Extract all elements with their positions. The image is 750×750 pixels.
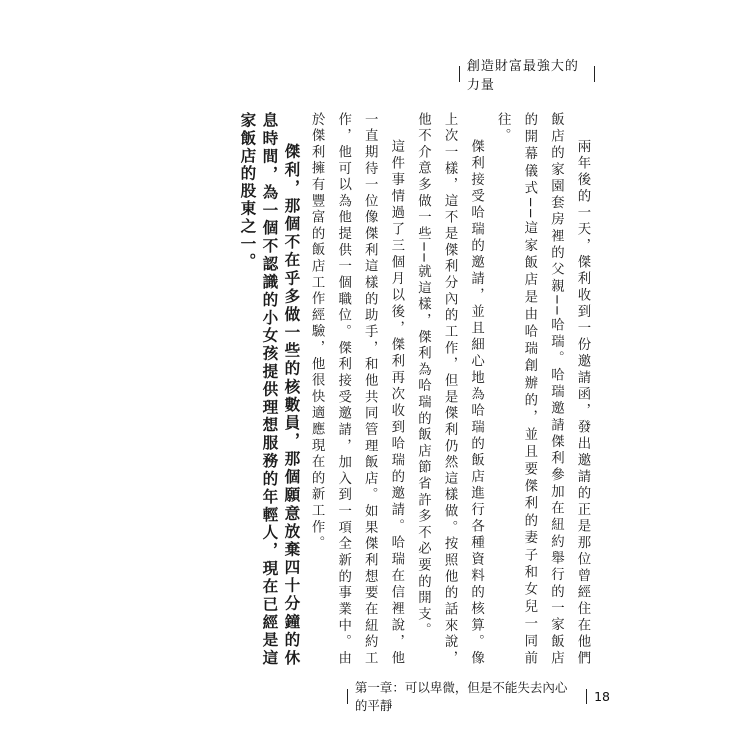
running-header-title: 創造財富最強大的力量 xyxy=(466,59,579,93)
footer-divider-right xyxy=(586,689,587,704)
paragraph-2: 傑利接受哈瑞的邀請，並且細心地為哈瑞的飯店進行各種資料的核算。像上次一樣，這不是傑利分內的工作，但是傑利仍然這樣做。按照他的話來說，他不介意多做一些──就這樣，傑利為哈瑞的飯店節省許多不必要的開支。 xyxy=(415,112,484,667)
footer-chapter-title: 第一章：可以卑微，但是不能失去內心的平靜 xyxy=(354,680,568,713)
paragraph-4-emphasis: 傑利，那個不在乎多做一些的核數員，那個願意放棄四十分鐘的休息時間，為一個不認識的小女孩提供理想服務的年輕人，現在已經是這家飯店的股東之一。 xyxy=(238,112,302,667)
running-footer xyxy=(340,680,610,713)
page-number: 18 xyxy=(594,688,610,704)
paragraph-1: 兩年後的一天，傑利收到一份邀請函，發出邀請的正是那位曾經住在他們飯店的家園套房裡的父親──哈瑞。哈瑞邀請傑利參加在紐約舉行的一家飯店的開幕儀式──這家飯店是由哈瑞創辦的，並且要傑利的妻子和女兒一同前往。 xyxy=(495,112,590,667)
paragraph-3: 這件事情過了三個月以後，傑利再次收到哈瑞的邀請。哈瑞在信裡說，他一直期待一位像傑利這樣的助手，和他共同管理飯店。如果傑利想要在紐約工作，他可以為他提供一個職位。傑利接受邀請，加入到一項全新的事業中。由於傑利擁有豐富的飯店工作經驗，他很快適應現在的新工作。 xyxy=(309,112,404,667)
body-text xyxy=(238,112,595,667)
footer-divider-left xyxy=(347,689,348,704)
running-header xyxy=(452,59,602,93)
